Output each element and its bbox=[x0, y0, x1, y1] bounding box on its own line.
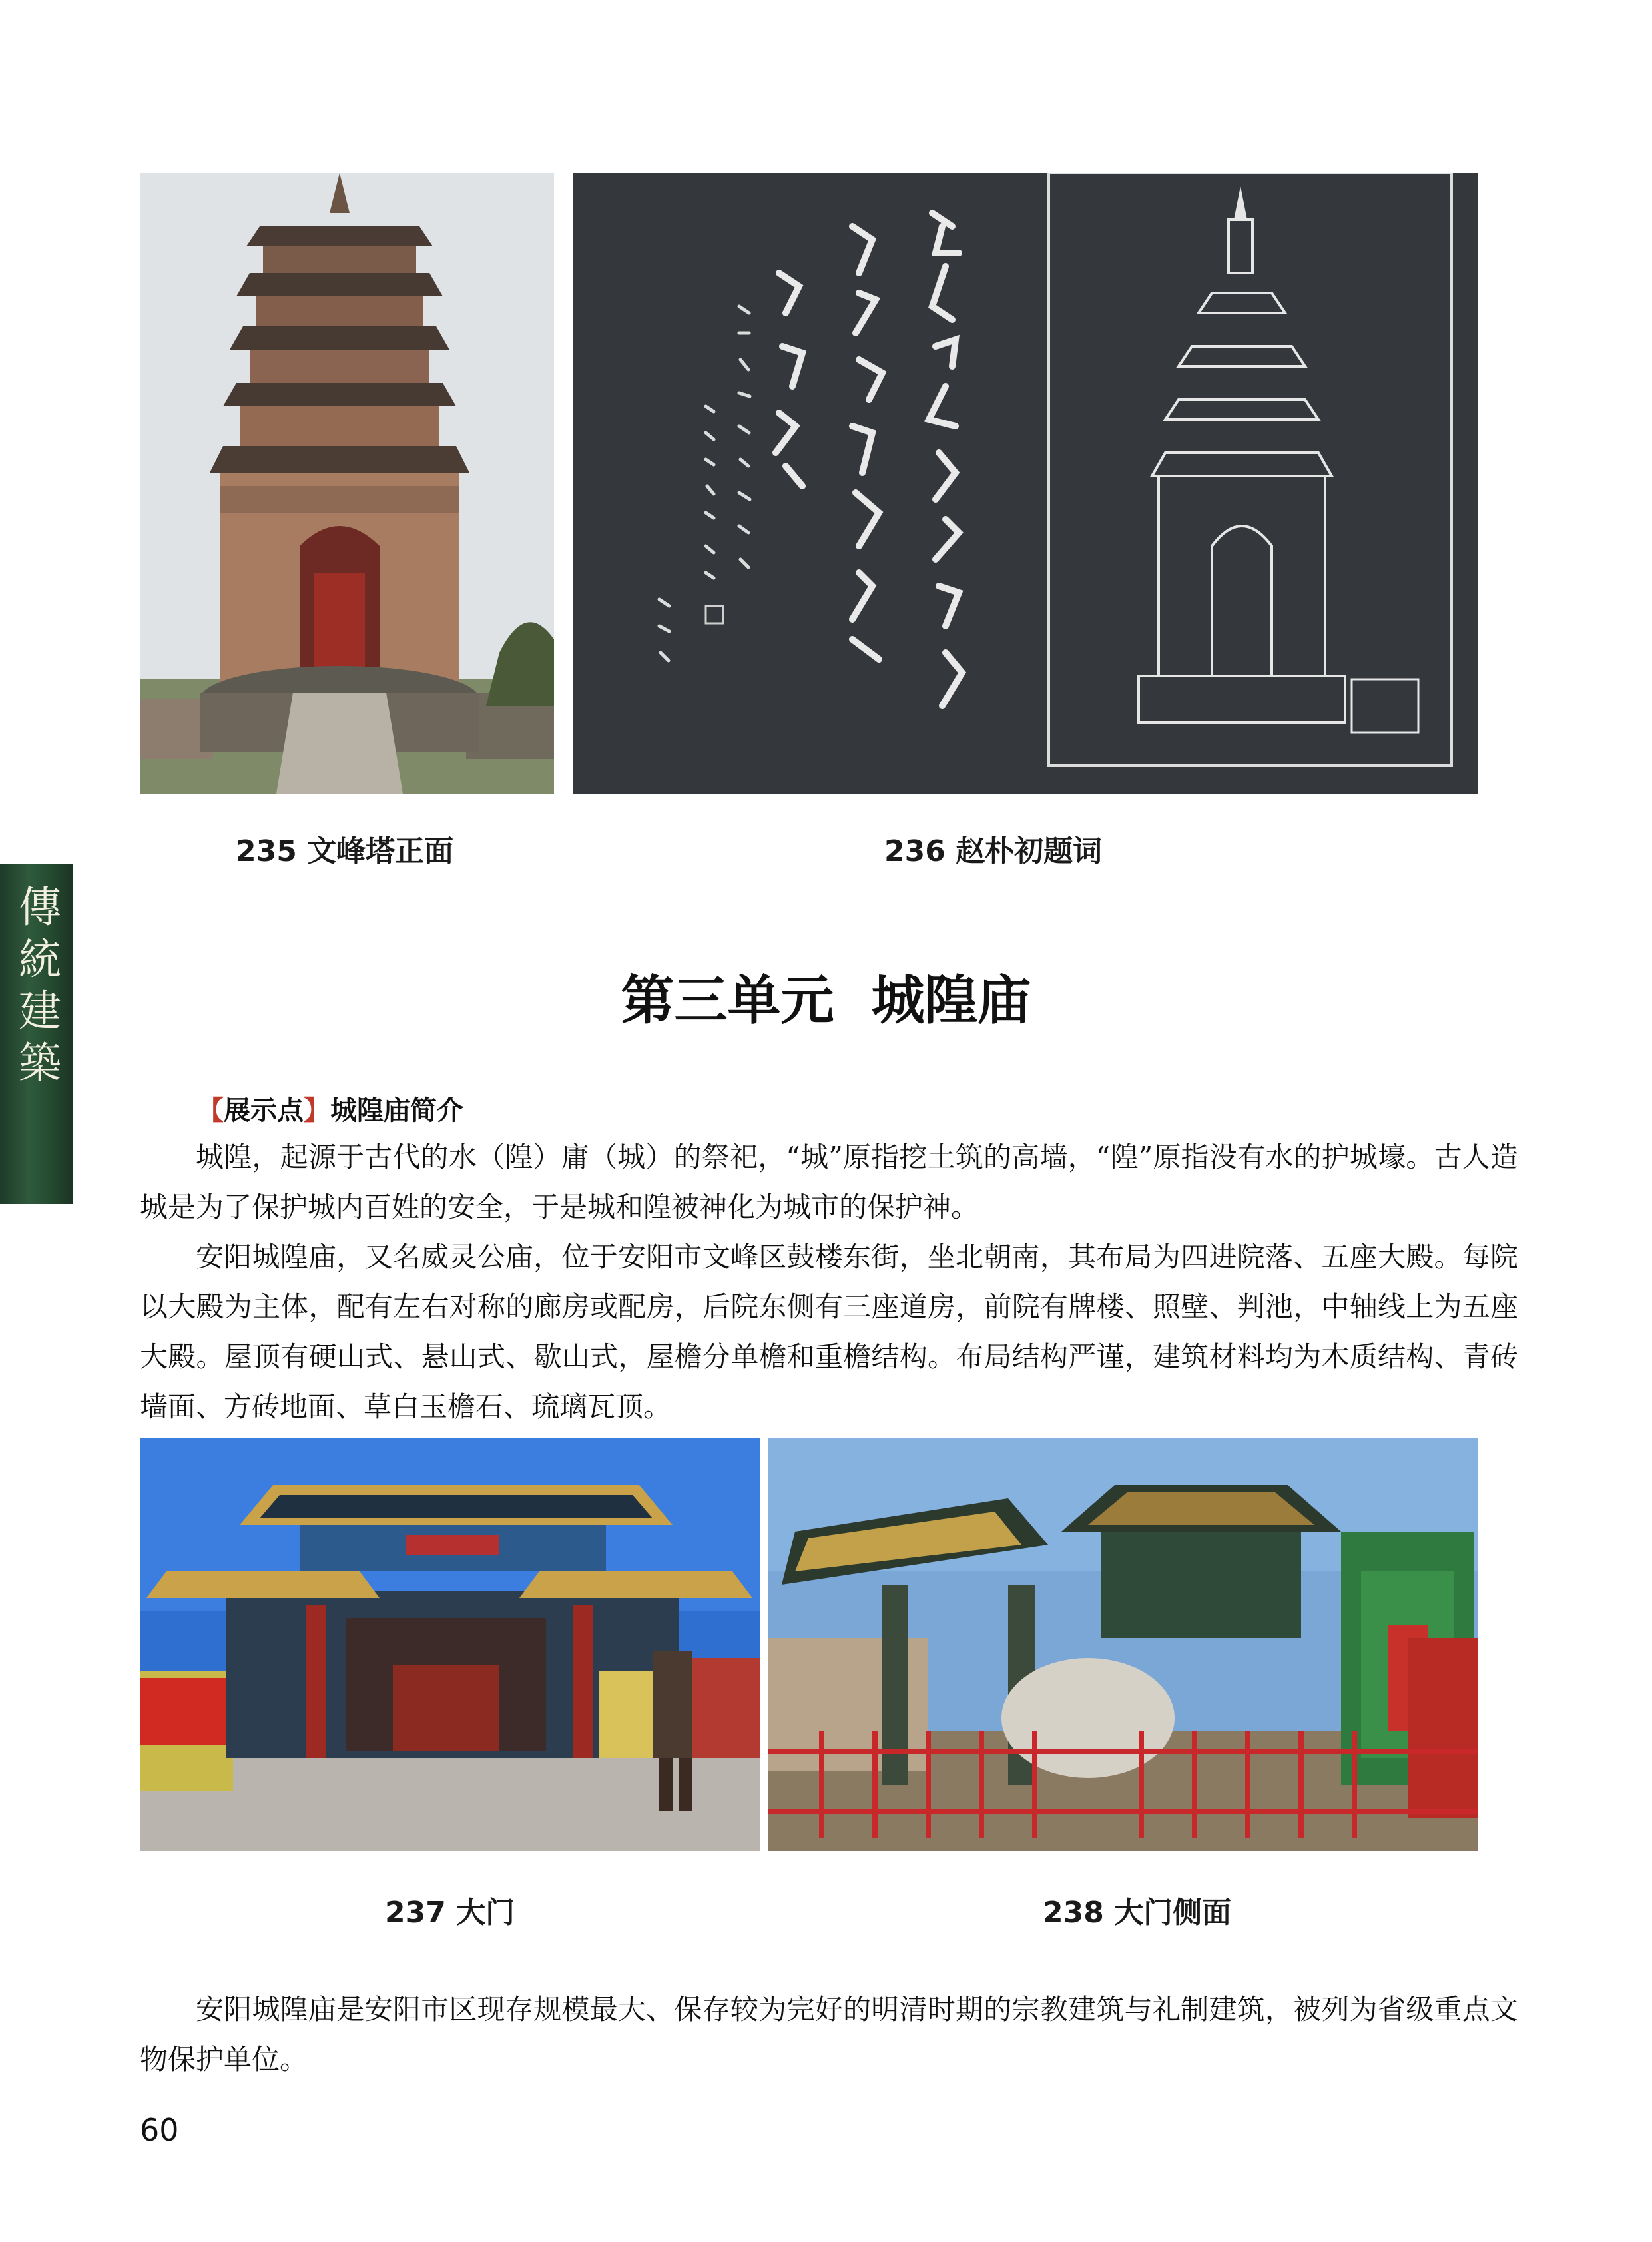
figure-caption-238 bbox=[1043, 1888, 1231, 1931]
photo-main-gate bbox=[140, 1438, 760, 1851]
figure-number: 238 bbox=[1043, 1896, 1104, 1930]
figure-caption-235 bbox=[236, 827, 453, 870]
section-title bbox=[0, 958, 1652, 1034]
exhibit-heading bbox=[197, 1089, 463, 1127]
closing-text bbox=[140, 1984, 1518, 2084]
exhibit-title: 城隍庙简介 bbox=[330, 1095, 463, 1126]
bracket-open: 【 bbox=[197, 1095, 224, 1126]
paragraph: 城隍，起源于古代的水（隍）庸（城）的祭祀，“城”原指挖土筑的高墙，“隍”原指没有水的护城壕。古人造城是为了保护城内百姓的安全，于是城和隍被神化为城市的保护神。 bbox=[140, 1141, 1518, 1223]
section-unit: 第三单元 bbox=[621, 969, 834, 1031]
page-number: 60 bbox=[140, 2112, 179, 2148]
figure-label: 赵朴初题词 bbox=[956, 834, 1103, 868]
figure-label: 大门侧面 bbox=[1114, 1896, 1232, 1930]
section-name: 城隍庙 bbox=[871, 969, 1031, 1031]
photo-wenfeng-pagoda bbox=[140, 173, 554, 794]
figure-caption-237 bbox=[385, 1888, 515, 1931]
figure-number: 235 bbox=[236, 834, 297, 868]
figure-label: 文峰塔正面 bbox=[307, 834, 454, 868]
side-chapter-tab bbox=[0, 864, 73, 1204]
figure-number: 236 bbox=[884, 834, 946, 868]
figure-number: 237 bbox=[385, 1896, 446, 1930]
photo-zhao-puchu-inscription bbox=[573, 173, 1478, 794]
figure-label: 大门 bbox=[456, 1896, 515, 1930]
figure-caption-236 bbox=[884, 827, 1102, 870]
side-tab-text: 傳統建築 bbox=[11, 884, 61, 1092]
exhibit-tag: 展示点 bbox=[224, 1095, 304, 1126]
intro-text bbox=[140, 1132, 1518, 1432]
photo-gate-side-view bbox=[768, 1438, 1478, 1851]
paragraph: 安阳城隍庙，又名威灵公庙，位于安阳市文峰区鼓楼东街，坐北朝南，其布局为四进院落、五座大殿。每院以大殿为主体，配有左右对称的廊房或配房，后院东侧有三座道房，前院有牌楼、照壁、判池，中轴线上为五座大殿。屋顶有硬山式、悬山式、歇山式，屋檐分单檐和重檐结构。布局结构严谨，建筑材料均为木质结构、青砖墙面、方砖地面、草白玉檐石、琉璃瓦顶。 bbox=[140, 1241, 1518, 1423]
paragraph: 安阳城隍庙是安阳市区现存规模最大、保存较为完好的明清时期的宗教建筑与礼制建筑，被列为省级重点文物保护单位。 bbox=[140, 1993, 1518, 2076]
bracket-close: 】 bbox=[304, 1095, 330, 1126]
